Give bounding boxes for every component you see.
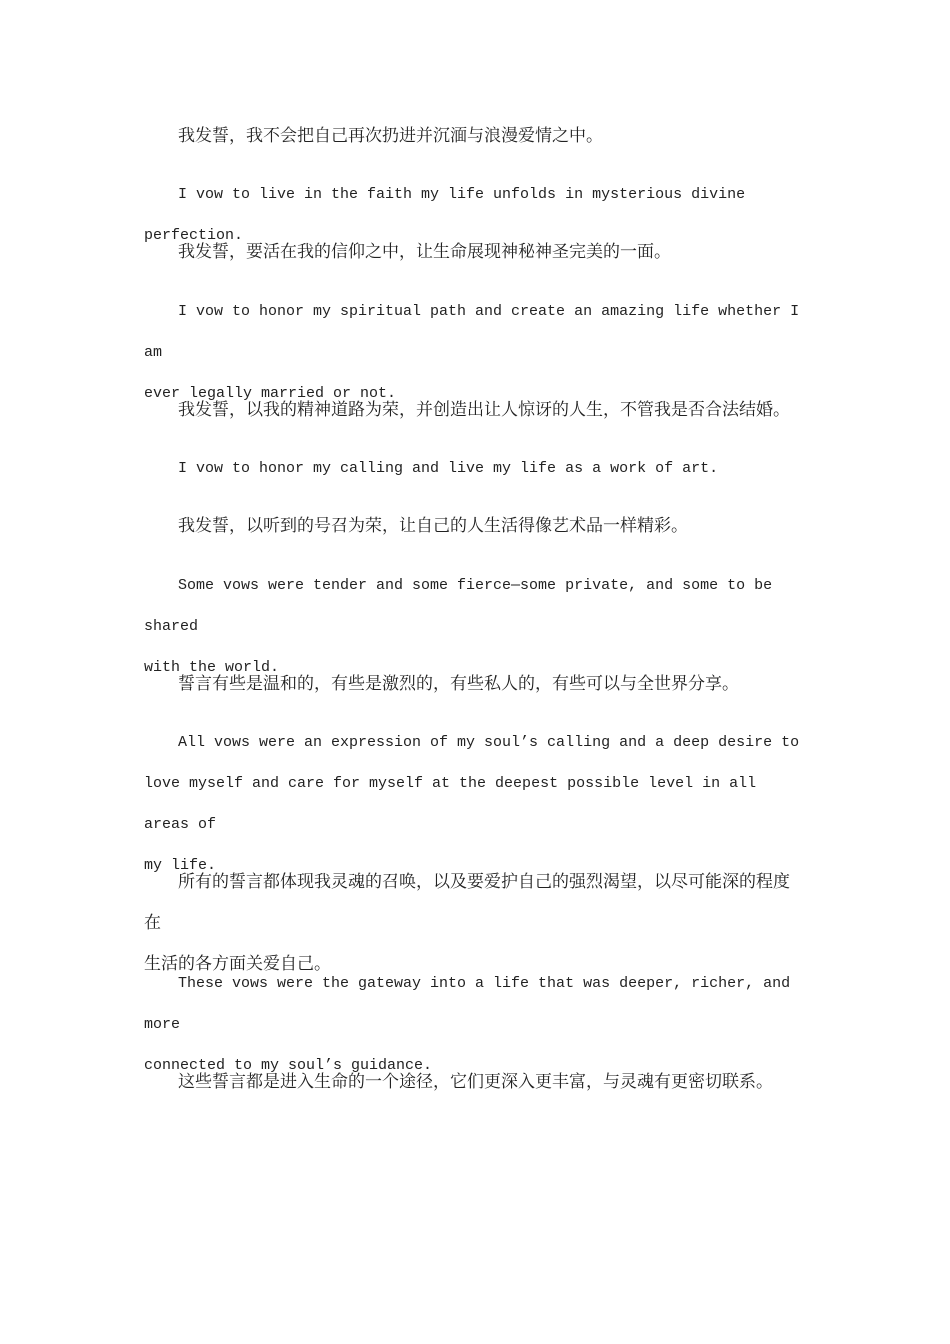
text-line: ever legally married or not. — [144, 385, 397, 402]
paragraph-zh — [144, 506, 806, 547]
text-line: These vows were the gateway into a life that was deeper, richer, and more — [144, 975, 791, 1033]
text-line: 我发誓，以我的精神道路为荣，并创造出让人惊讶的人生，不管我是否合法结婚。 — [178, 400, 790, 420]
text-line: 所有的誓言都体现我灵魂的召唤，以及要爱护自己的强烈渴望，以尽可能深的程度在 — [144, 872, 790, 933]
text-line: connected to my soul’s guidance. — [144, 1057, 433, 1074]
paragraph-en — [144, 448, 806, 489]
paragraph-zh — [144, 390, 806, 431]
text-line: I vow to live in the faith my life unfolds in mysterious divine perfection. — [144, 186, 746, 244]
text-line: love myself and care for myself at the deepest possible level in all areas of — [144, 775, 757, 833]
text-line: Some vows were tender and some fierce—some private, and some to be shared — [144, 577, 773, 635]
text-line: with the world. — [144, 659, 280, 676]
paragraph-zh — [144, 116, 806, 157]
text-line: I vow to honor my spiritual path and create an amazing life whether I am — [144, 303, 800, 361]
text-line: 誓言有些是温和的，有些是激烈的，有些私人的，有些可以与全世界分享。 — [178, 674, 739, 694]
text-line: 我发誓，要活在我的信仰之中，让生命展现神秘神圣完美的一面。 — [178, 242, 671, 262]
text-line: All vows were an expression of my soul’s calling and a deep desire to — [178, 734, 800, 751]
text-line: 这些誓言都是进入生命的一个途径，它们更深入更丰富，与灵魂有更密切联系。 — [178, 1072, 773, 1092]
text-line: my life. — [144, 857, 217, 874]
paragraph-zh — [144, 1062, 806, 1103]
text-line: 生活的各方面关爱自己。 — [144, 954, 331, 974]
paragraph-zh — [144, 232, 806, 273]
text-line: 我发誓，我不会把自己再次扔进并沉湎与浪漫爱情之中。 — [178, 126, 603, 146]
text-line: 我发誓，以听到的号召为荣，让自己的人生活得像艺术品一样精彩。 — [178, 516, 688, 536]
text-line: I vow to honor my calling and live my life as a work of art. — [178, 460, 719, 477]
paragraph-zh — [144, 664, 806, 705]
